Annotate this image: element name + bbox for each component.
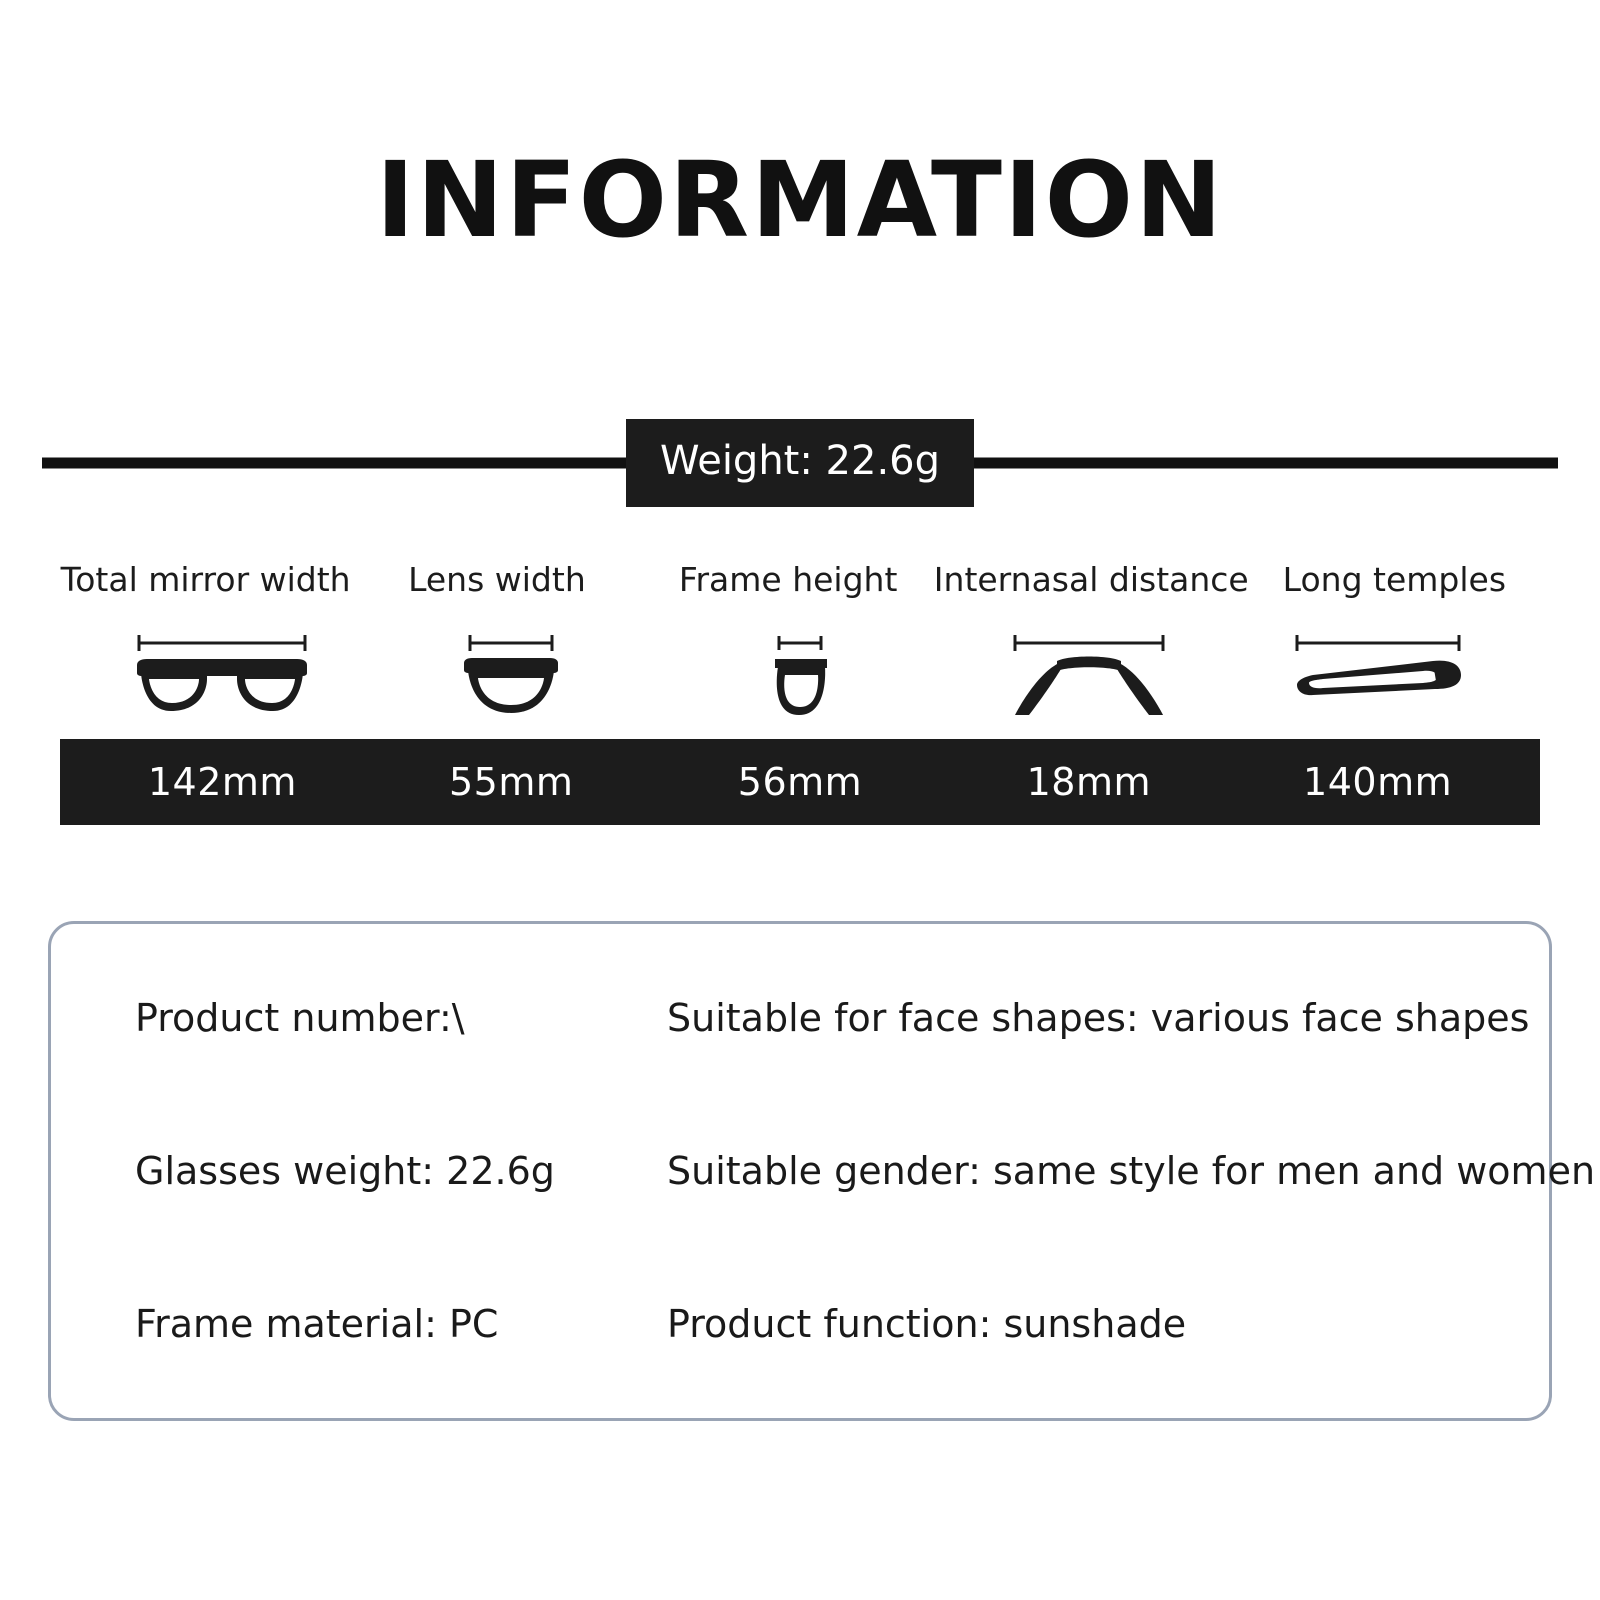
spec-face-shapes: Suitable for face shapes: various face shapes xyxy=(667,996,1530,1040)
measurement-labels-row xyxy=(60,560,1540,599)
measurements-section xyxy=(0,560,1600,825)
temple-arm-icon xyxy=(1233,629,1522,719)
measurement-values-bar xyxy=(60,739,1540,825)
measurement-label: Long temples xyxy=(1282,560,1507,599)
measurement-label: Lens width xyxy=(408,560,586,599)
spec-row xyxy=(135,996,1530,1040)
glasses-front-icon xyxy=(78,629,367,719)
single-lens-icon xyxy=(367,629,656,719)
measurement-label: Internasal distance xyxy=(933,560,1249,599)
measurement-value: 140mm xyxy=(1303,760,1453,804)
measurement-icons-row xyxy=(60,627,1540,719)
lens-height-icon xyxy=(656,629,945,719)
spec-card xyxy=(48,921,1596,1421)
measurement-value: 56mm xyxy=(737,760,863,804)
measurement-label: Frame height xyxy=(678,560,898,599)
spec-frame-material: Frame material: PC xyxy=(135,1302,499,1346)
spec-glasses-weight: Glasses weight: 22.6g xyxy=(135,1149,555,1193)
weight-badge: Weight: 22.6g xyxy=(626,419,974,507)
measurement-value: 142mm xyxy=(147,760,297,804)
spec-row xyxy=(135,1302,1465,1346)
spec-function: Product function: sunshade xyxy=(667,1302,1187,1346)
measurement-label: Total mirror width xyxy=(60,560,351,599)
weight-bar xyxy=(0,418,1600,508)
page-title: INFORMATION xyxy=(375,139,1225,261)
measurement-value: 55mm xyxy=(449,760,574,804)
spec-gender: Suitable gender: same style for men and women xyxy=(667,1149,1596,1193)
measurement-value: 18mm xyxy=(1026,760,1151,804)
spec-row xyxy=(135,1149,1596,1193)
spec-product-number: Product number:\ xyxy=(135,996,465,1040)
bridge-icon xyxy=(944,629,1233,719)
